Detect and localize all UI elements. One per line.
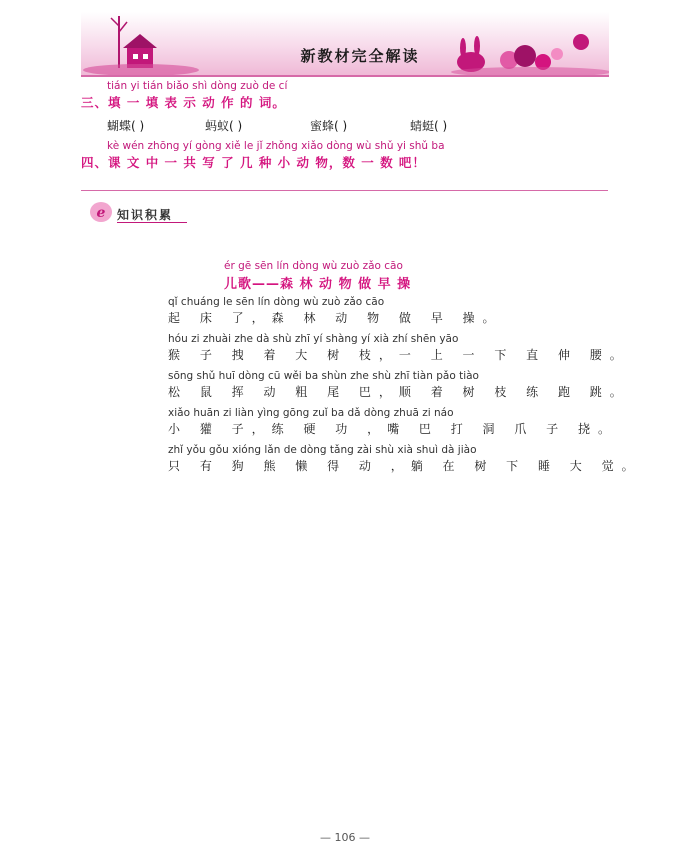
section-divider bbox=[81, 190, 608, 191]
poem-title: 儿歌——森 林 动 物 做 早 操 bbox=[224, 277, 412, 292]
poem-line: 小 獾 子，练 硬 功 ，嘴 巴 打 洞 爪 子 挠。 bbox=[168, 422, 618, 436]
page-number: — 106 — bbox=[320, 831, 370, 844]
section3-pinyin: tián yi tián biǎo shì dòng zuò de cí bbox=[107, 80, 288, 92]
section4-pinyin: kè wén zhōng yí gòng xiě le jǐ zhǒng xiǎo dòng wù shǔ yi shǔ ba bbox=[107, 140, 445, 152]
svg-text:e: e bbox=[96, 205, 106, 221]
item-ant: 蚂蚁( ) bbox=[205, 119, 243, 133]
tree-icon bbox=[111, 16, 127, 68]
section3-heading: 三、填 一 填 表 示 动 作 的 词。 bbox=[81, 95, 286, 110]
poem-line: 起 床 了，森 林 动 物 做 早 操。 bbox=[168, 311, 503, 325]
poem-title-pinyin: ér gē sēn lín dòng wù zuò zǎo cāo bbox=[224, 260, 403, 272]
knowledge-label: 知识积累 bbox=[117, 208, 174, 222]
knowledge-badge-icon bbox=[88, 200, 114, 224]
section4-heading: 四、课 文 中 一 共 写 了 几 种 小 动 物，数 一 数 吧！ bbox=[81, 155, 426, 170]
item-butterfly: 蝴蝶( ) bbox=[107, 119, 145, 133]
banner-decoration bbox=[81, 12, 609, 76]
poem-line: 松 鼠 挥 动 粗 尾 巴，顺 着 树 枝 练 跑 跳。 bbox=[168, 385, 630, 399]
header-banner bbox=[81, 12, 609, 76]
item-dragonfly: 蜻蜓( ) bbox=[410, 119, 448, 133]
poem-line: 只 有 狗 熊 懒 得 动 ，躺 在 树 下 睡 大 觉。 bbox=[168, 459, 642, 473]
poem-line-pinyin: hóu zi zhuài zhe dà shù zhī yí shàng yí xià zhí shēn yāo bbox=[168, 333, 459, 345]
flower-cluster-icon bbox=[500, 34, 589, 70]
knowledge-underline bbox=[117, 222, 187, 223]
poem-line-pinyin: zhǐ yǒu gǒu xióng lǎn de dòng tǎng zài shù xià shuì dà jiào bbox=[168, 444, 477, 456]
item-bee: 蜜蜂( ) bbox=[310, 119, 348, 133]
house-icon bbox=[123, 34, 157, 68]
poem-line: 猴 子 拽 着 大 树 枝，一 上 一 下 直 伸 腰。 bbox=[168, 348, 630, 362]
header-rule bbox=[81, 75, 609, 77]
poem-line-pinyin: xiǎo huān zi liàn yìng gōng zuǐ ba dǎ dòng zhuā zi náo bbox=[168, 407, 454, 419]
poem-line-pinyin: sōng shǔ huī dòng cū wěi ba shùn zhe shù zhī tiàn pǎo tiào bbox=[168, 370, 479, 382]
poem-line-pinyin: qǐ chuáng le sēn lín dòng wù zuò zǎo cāo bbox=[168, 296, 385, 308]
header-title: 新教材完全解读 bbox=[300, 47, 420, 65]
